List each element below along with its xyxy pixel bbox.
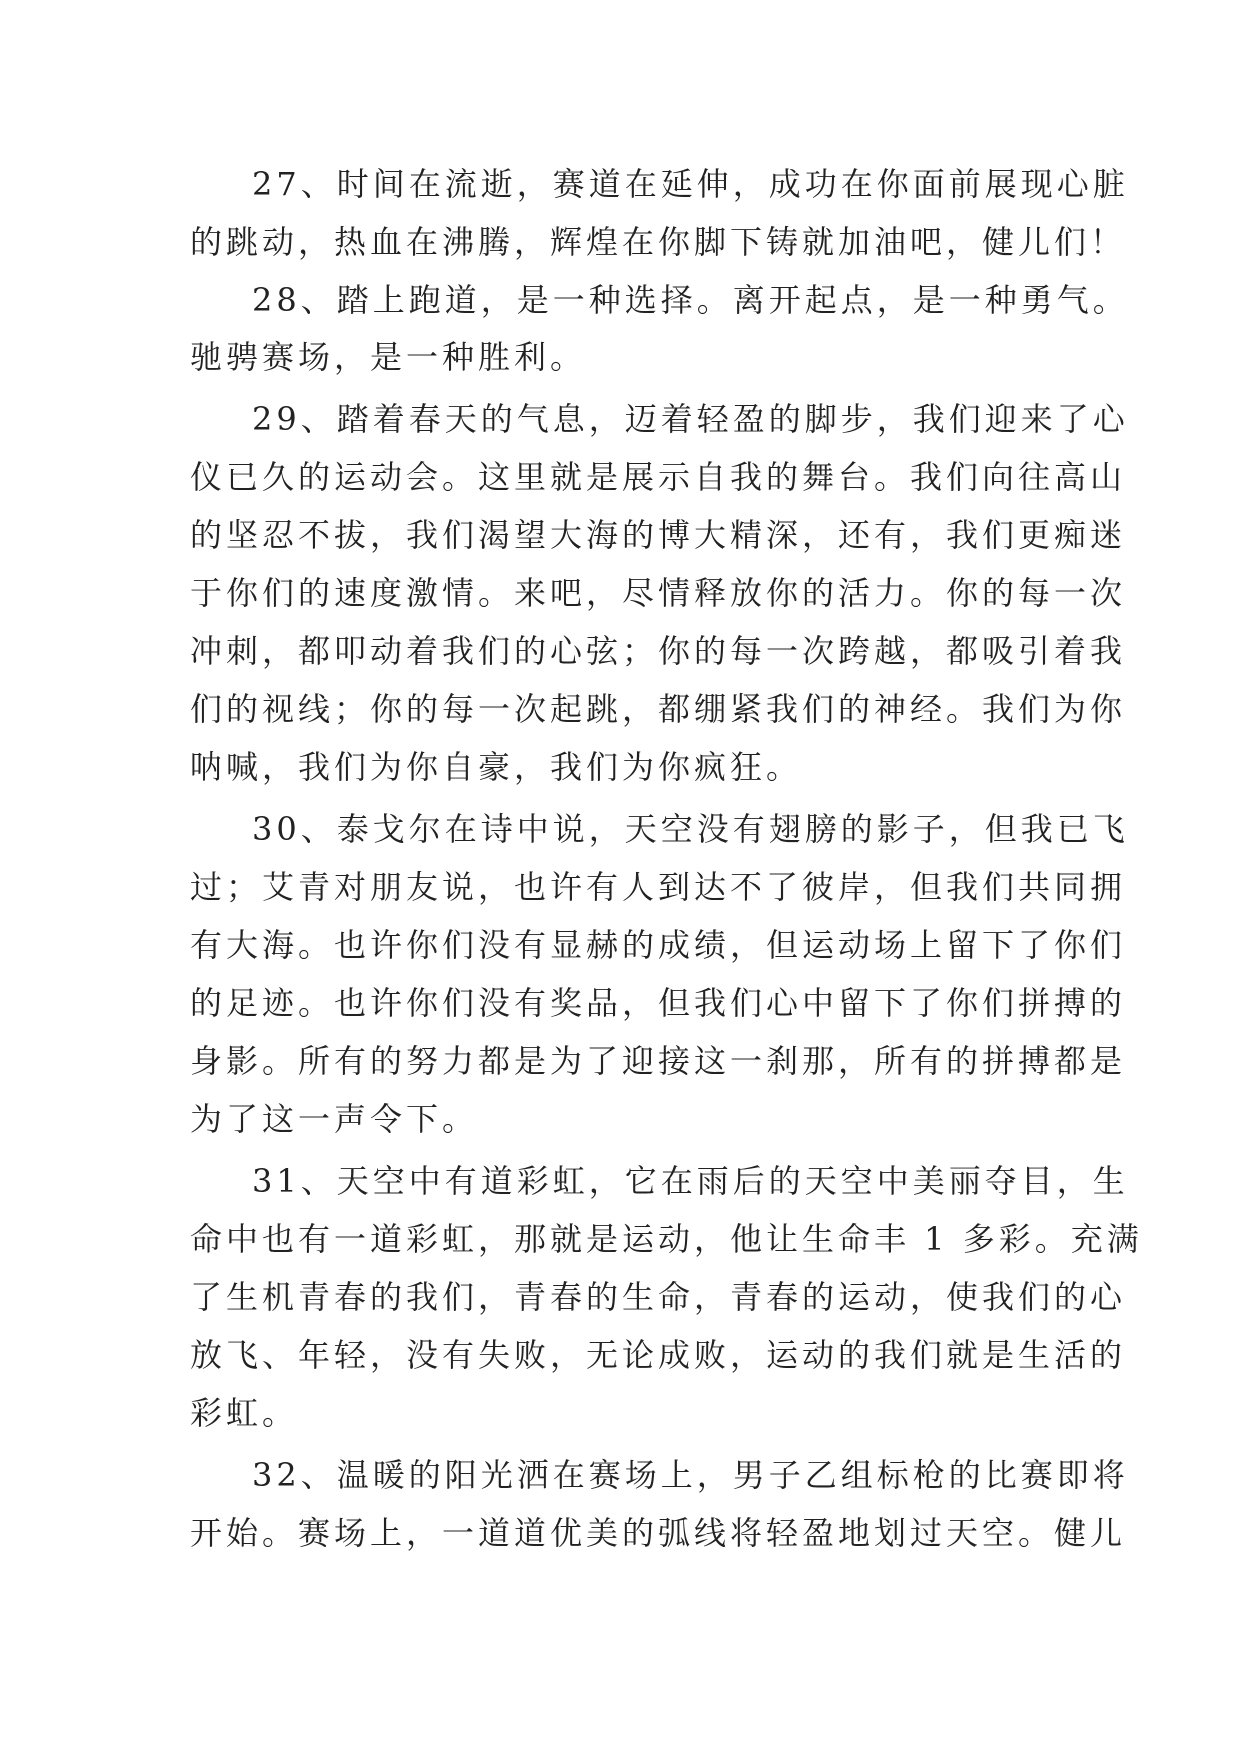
text-line: 身影。所有的努力都是为了迎接这一刹那，所有的拼搏都是: [190, 1042, 1127, 1080]
text-line: 32、温暖的阳光洒在赛场上，男子乙组标枪的比赛即将: [252, 1456, 1129, 1494]
text-line: 29、踏着春天的气息，迈着轻盈的脚步，我们迎来了心: [252, 400, 1129, 438]
text-line: 有大海。也许你们没有显赫的成绩，但运动场上留下了你们: [190, 926, 1127, 964]
text-line: 的跳动，热血在沸腾，辉煌在你脚下铸就加油吧，健儿们！: [190, 223, 1127, 261]
text-line: 30、泰戈尔在诗中说，天空没有翅膀的影子，但我已飞: [252, 810, 1129, 848]
text-line: 过；艾青对朋友说，也许有人到达不了彼岸，但我们共同拥: [190, 868, 1127, 906]
text-line: 们的视线；你的每一次起跳，都绷紧我们的神经。我们为你: [190, 690, 1127, 728]
text-line: 28、踏上跑道，是一种选择。离开起点，是一种勇气。: [252, 281, 1129, 319]
text-line: 仪已久的运动会。这里就是展示自我的舞台。我们向往高山: [190, 458, 1127, 496]
text-line: 于你们的速度激情。来吧，尽情释放你的活力。你的每一次: [190, 574, 1127, 612]
text-line: 为了这一声令下。: [190, 1100, 479, 1138]
text-line: 呐喊，我们为你自豪，我们为你疯狂。: [190, 748, 803, 786]
text-line: 的足迹。也许你们没有奖品，但我们心中留下了你们拼搏的: [190, 984, 1127, 1022]
text-line: 放飞、年轻，没有失败，无论成败，运动的我们就是生活的: [190, 1336, 1127, 1374]
text-line: 命中也有一道彩虹，那就是运动，他让生命丰 1 多彩。充满: [190, 1220, 1143, 1258]
text-line: 了生机青春的我们，青春的生命，青春的运动，使我们的心: [190, 1278, 1127, 1316]
text-line: 的坚忍不拔，我们渴望大海的博大精深，还有，我们更痴迷: [190, 516, 1127, 554]
text-line: 驰骋赛场，是一种胜利。: [190, 338, 587, 376]
text-line: 27、时间在流逝，赛道在延伸，成功在你面前展现心脏: [252, 165, 1129, 203]
text-line: 冲刺，都叩动着我们的心弦；你的每一次跨越，都吸引着我: [190, 632, 1127, 670]
text-line: 开始。赛场上，一道道优美的弧线将轻盈地划过天空。健儿: [190, 1514, 1127, 1552]
text-line: 31、天空中有道彩虹，它在雨后的天空中美丽夺目，生: [252, 1162, 1129, 1200]
text-line: 彩虹。: [190, 1394, 299, 1432]
